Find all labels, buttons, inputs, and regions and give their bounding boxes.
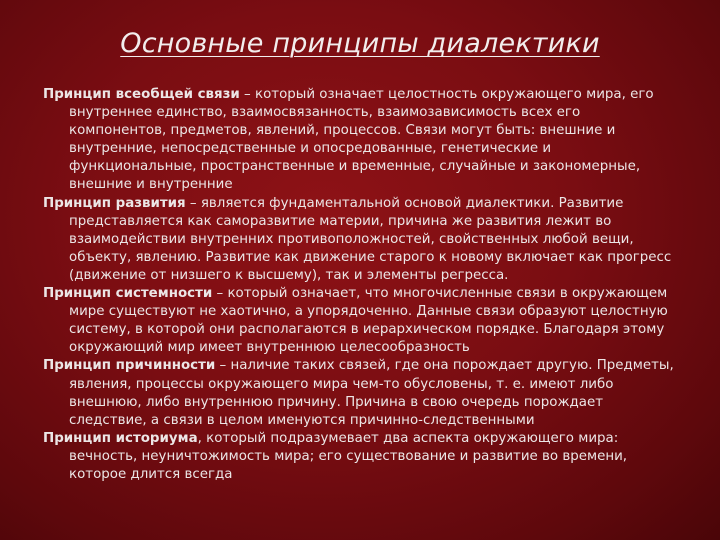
principle-name: Принцип причинности [43, 358, 216, 374]
principle-historism [43, 430, 679, 484]
principle-text: – который означает целостность окружающего мира, его внутреннее единство, взаимосвязанность, взаимозависимость всех его компонентов, предметов, явлений, процессов. Связи могут быть: внешние и внутренние, непосредственные и опосредованные, генетические и функциональные, пространственные и временные, случайные и закономерные, внешние и внутренние [69, 87, 654, 193]
principles-list [43, 86, 679, 484]
principle-text: – является фундаментальной основой диалектики. Развитие представляется как саморазвитие материи, причина же развития лежит во взаимодействии внутренних противоположностей, свойственных любой вещи, объекту, явлению. Развитие как движение старого к новому включает как прогресс (движение от низшего к высшему), так и элементы регресса. [69, 195, 672, 283]
principle-name: Принцип всеобщей связи [43, 87, 240, 102]
principle-causality [43, 357, 679, 429]
principle-name: Принцип историума [43, 430, 198, 446]
principle-name: Принцип развития [43, 195, 186, 211]
principle-text: – наличие таких связей, где она порождает другую. Предметы, явления, процессы окружающего мира чем-то обусловены, т. е. имеют либо внешнюю, либо внутреннюю причину. Причина в свою очередь порождает следствие, а связи в целом именуются причинно-следственными [69, 358, 674, 428]
principle-universal-connection [43, 86, 679, 195]
principle-text: , который подразумевает два аспекта окружающего мира: вечность, неуничтожимость мира; его существование и развитие во времени, которое длится всегда [69, 430, 628, 482]
slide-title: Основные принципы диалектики [120, 28, 600, 59]
principle-development [43, 195, 679, 285]
principle-text: – который означает, что многочисленные связи в окружающем мире существуют не хаотично, а упорядоченно. Данные связи образуют целостную систему, в которой они располагаются в иерархическом порядке. Благодаря этому окружающий мир имеет внутреннюю целесообразность [69, 286, 668, 356]
principle-systemness [43, 285, 679, 357]
principle-name: Принцип системности [43, 286, 213, 302]
